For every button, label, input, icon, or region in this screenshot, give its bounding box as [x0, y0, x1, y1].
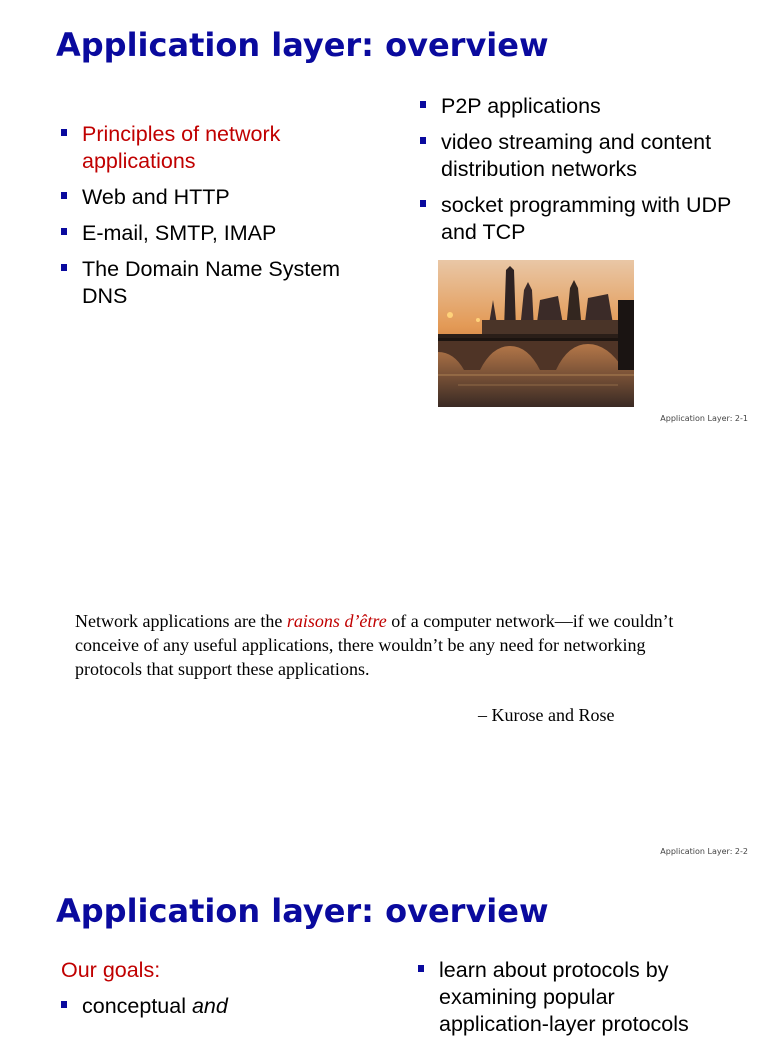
goals-label: Our goals:: [61, 958, 161, 982]
quote-text: [75, 609, 695, 681]
list-item-text: conceptual: [82, 994, 192, 1018]
quote-emphasis: raisons d’être: [286, 611, 387, 631]
slide-footer: Application Layer: 2-1: [660, 414, 748, 423]
quote-part: of a computer network—if we couldn’t conceive of any useful applications, there wouldn’t be any need for networking protocols that support these applications.: [75, 611, 674, 679]
topic-list-right: [416, 93, 746, 255]
slide-title: Application layer: overview: [56, 892, 549, 930]
slide-2: [0, 433, 768, 866]
slide-1: [0, 0, 768, 433]
slide-3: [0, 866, 768, 1036]
slide-title: Application layer: overview: [56, 26, 549, 64]
quote-attribution: – Kurose and Rose: [478, 705, 615, 725]
list-item: [57, 993, 377, 1020]
goals-list-right: [414, 957, 714, 1047]
bridge-photo: [438, 260, 634, 407]
list-item: P2P applications: [416, 93, 746, 120]
list-item: learn about protocols by examining popular application-layer protocols: [414, 957, 714, 1038]
list-item: Principles of network applications: [57, 121, 377, 175]
list-item: socket programming with UDP and TCP: [416, 192, 746, 246]
list-item: The Domain Name System DNS: [57, 256, 377, 310]
list-item: Web and HTTP: [57, 184, 377, 211]
list-item: E-mail, SMTP, IMAP: [57, 220, 377, 247]
list-item: video streaming and content distribution networks: [416, 129, 746, 183]
list-item-emphasis: and: [191, 994, 228, 1018]
slide-footer: Application Layer: 2-2: [660, 847, 748, 856]
quote-part: Network applications are the: [75, 611, 287, 631]
topic-list-left: [57, 121, 377, 319]
